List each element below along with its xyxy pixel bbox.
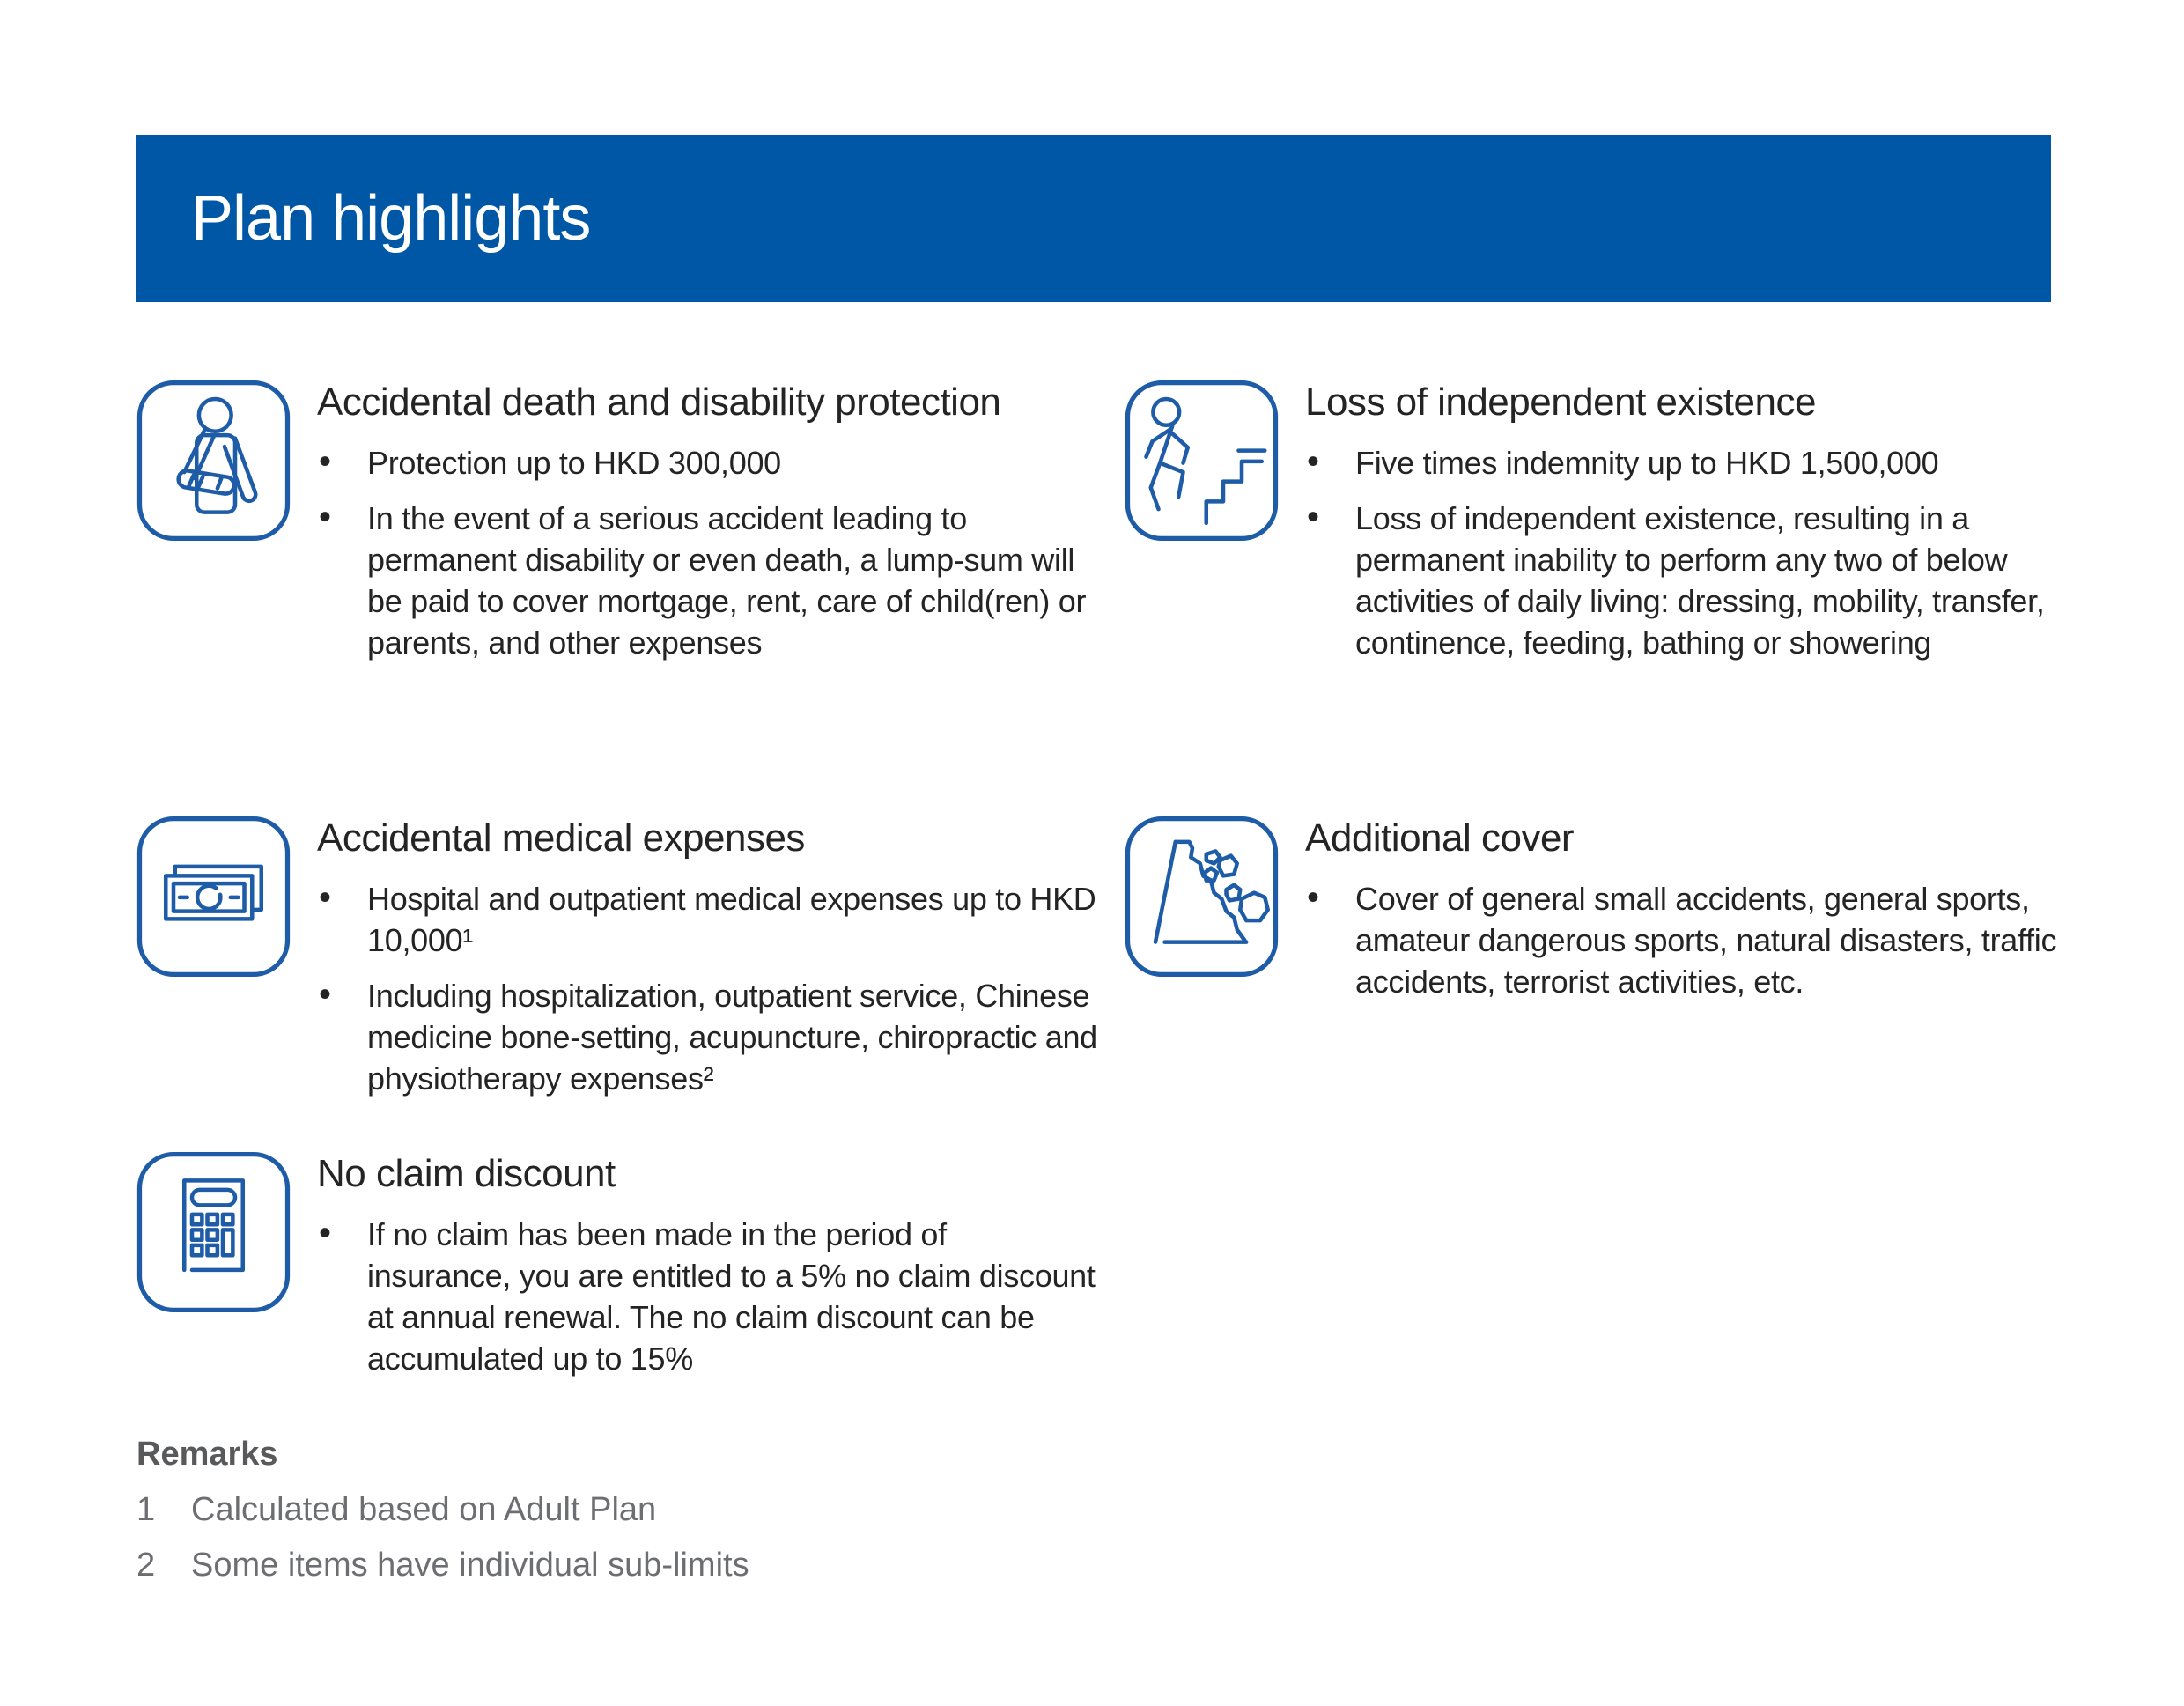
section-text xyxy=(1305,815,2093,1016)
bullet-item: • Protection up to HKD 300,000 xyxy=(317,442,1098,484)
remarks-heading: Remarks xyxy=(136,1436,278,1473)
section-title: Additional cover xyxy=(1305,816,1575,860)
section-text xyxy=(1305,379,2093,677)
falling-rocks-icon xyxy=(1125,815,1279,979)
remark-item xyxy=(136,1489,1369,1530)
bullet-list xyxy=(317,1214,1098,1379)
bullet-list xyxy=(317,878,1098,1099)
bullet-list xyxy=(1305,442,2093,663)
section-no-claim-discount xyxy=(136,1150,1098,1393)
section-title: No claim discount xyxy=(317,1152,616,1195)
bullet-item: • Five times indemnity up to HKD 1,500,000 xyxy=(1305,442,2093,484)
section-text xyxy=(317,379,1098,677)
remarks-block xyxy=(136,1434,1369,1585)
remark-text: Some items have individual sub-limits xyxy=(191,1547,749,1584)
section-title: Accidental death and disability protection xyxy=(317,380,1001,424)
icon-box xyxy=(136,1150,291,1314)
calculator-icon xyxy=(136,1150,291,1314)
bullet-item: • Including hospitalization, outpatient service, Chinese medicine bone-setting, acupuncture, chiropractic and physiotherapy expenses² xyxy=(317,975,1098,1099)
section-accidental-medical-expenses xyxy=(136,815,1098,1113)
icon-box xyxy=(1125,815,1279,979)
person-arm-sling-icon xyxy=(136,379,291,543)
bullet-list xyxy=(1305,878,2093,1002)
section-text xyxy=(317,815,1098,1113)
bullet-item: • If no claim has been made in the period of insurance, you are entitled to a 5% no claim discount at annual renewal. The no claim discount can be accumulated up to 15% xyxy=(317,1214,1098,1379)
section-loss-of-independent-existence xyxy=(1125,379,2093,677)
remark-number: 2 xyxy=(136,1547,156,1584)
icon-box xyxy=(136,379,291,543)
section-additional-cover xyxy=(1125,815,2093,1016)
section-title: Accidental medical expenses xyxy=(317,816,805,860)
remark-item xyxy=(136,1545,1369,1585)
section-accidental-death-disability xyxy=(136,379,1098,677)
page-header xyxy=(136,135,2051,302)
bullet-item: • Cover of general small accidents, general sports, amateur dangerous sports, natural disasters, traffic accidents, terrorist activities, etc. xyxy=(1305,878,2093,1002)
section-title: Loss of independent existence xyxy=(1305,380,1816,424)
icon-box xyxy=(1125,379,1279,543)
banknote-icon xyxy=(136,815,291,979)
bullet-item: • In the event of a serious accident leading to permanent disability or even death, a lump-sum will be paid to cover mortgage, rent, care of child(ren) or parents, and other expenses xyxy=(317,498,1098,663)
icon-box xyxy=(136,815,291,979)
bullet-item: • Loss of independent existence, resulting in a permanent inability to perform any two of below activities of daily living: dressing, mobility, transfer, continence, feeding, bathing or showering xyxy=(1305,498,2093,663)
remark-text: Calculated based on Adult Plan xyxy=(191,1491,657,1528)
bullet-list xyxy=(317,442,1098,663)
bullet-item: • Hospital and outpatient medical expenses up to HKD 10,000¹ xyxy=(317,878,1098,961)
page-title: Plan highlights xyxy=(191,183,591,254)
person-falling-stairs-icon xyxy=(1125,379,1279,543)
remark-number: 1 xyxy=(136,1491,156,1528)
section-text xyxy=(317,1150,1098,1393)
